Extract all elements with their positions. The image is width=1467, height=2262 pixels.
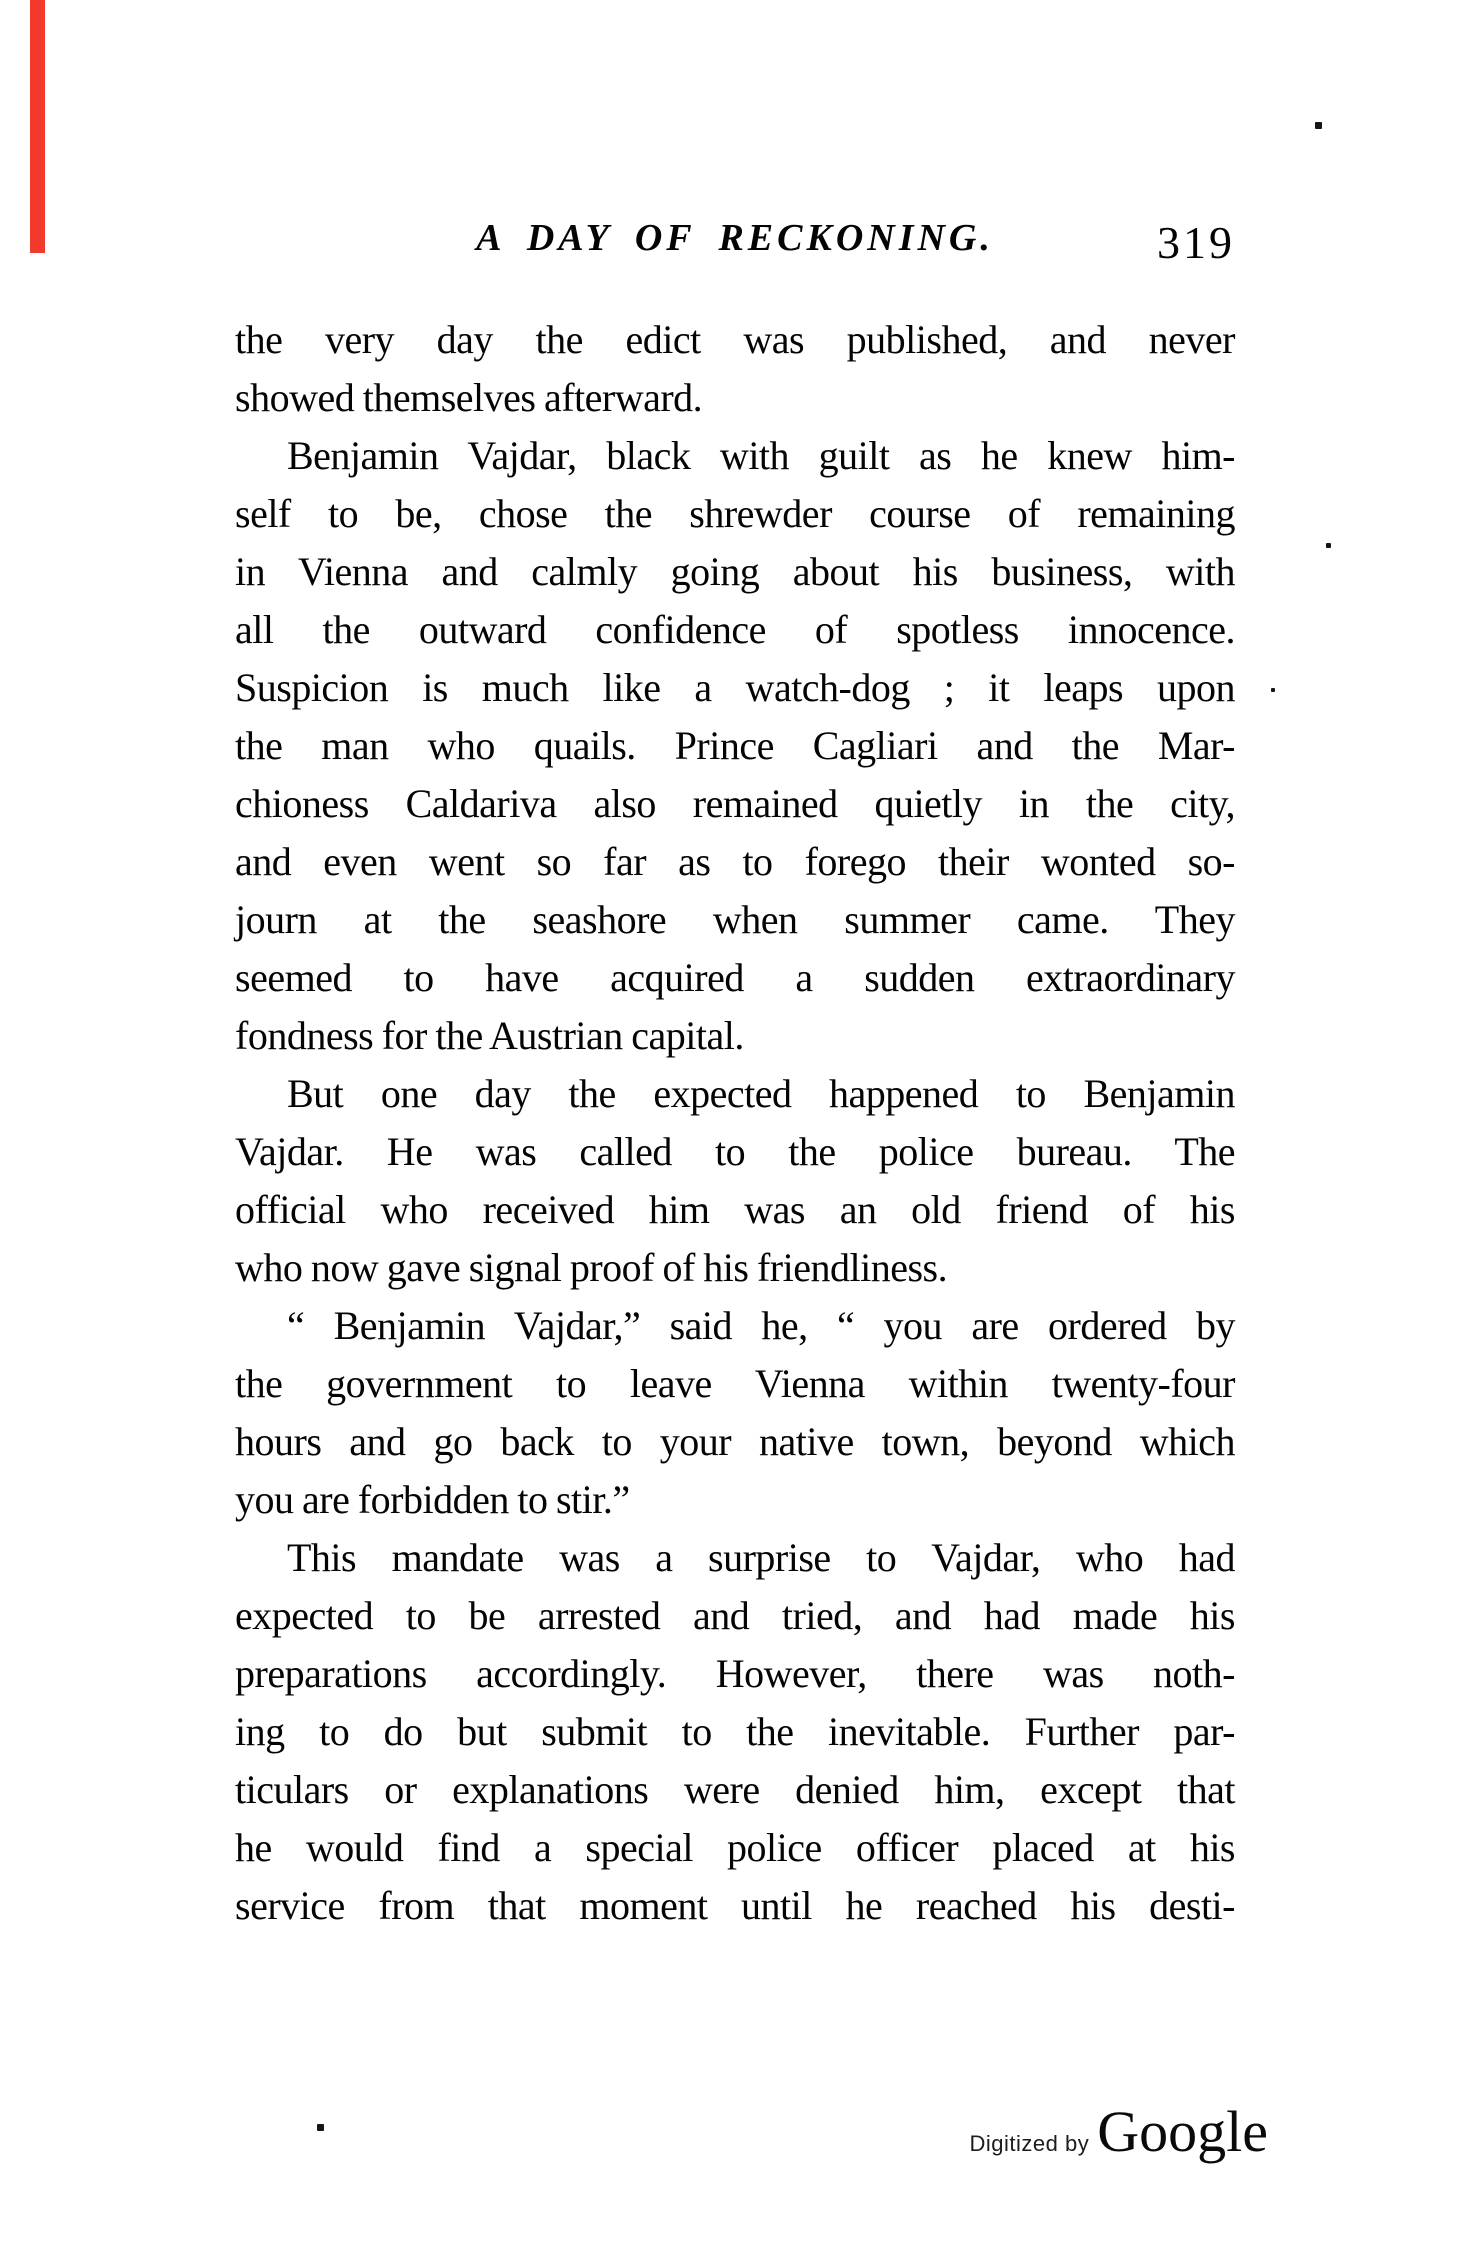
text-line: you are forbidden to stir.” xyxy=(235,1477,630,1522)
body-text-block xyxy=(235,311,1235,1935)
text-line: in Vienna and calmly going about his business, with xyxy=(235,549,1235,594)
text-line: ticulars or explanations were denied him, except that xyxy=(235,1767,1235,1812)
text-line: preparations accordingly. However, there was noth- xyxy=(235,1651,1235,1696)
scan-speck xyxy=(1315,122,1322,129)
text-line: service from that moment until he reached his desti- xyxy=(235,1883,1235,1928)
text-line: the government to leave Vienna within twenty-four xyxy=(235,1361,1235,1406)
text-line: But one day the expected happened to Benjamin xyxy=(287,1071,1235,1116)
digitized-by-footer xyxy=(970,2098,1268,2165)
text-line: all the outward confidence of spotless innocence. xyxy=(235,607,1235,652)
text-line: showed themselves afterward. xyxy=(235,375,703,420)
text-line: chioness Caldariva also remained quietly in the city, xyxy=(235,781,1235,826)
text-line: he would find a special police officer placed at his xyxy=(235,1825,1235,1870)
text-line: the very day the edict was published, and never xyxy=(235,317,1235,362)
text-line: seemed to have acquired a sudden extraordinary xyxy=(235,955,1235,1000)
digitized-by-label: Digitized by xyxy=(969,2131,1090,2156)
scan-edge-red-stripe xyxy=(30,0,45,253)
running-header-title: A DAY OF RECKONING. xyxy=(476,217,994,259)
text-line: Benjamin Vajdar, black with guilt as he knew him- xyxy=(287,433,1235,478)
text-line: and even went so far as to forego their wonted so- xyxy=(235,839,1235,884)
text-line: official who received him was an old friend of his xyxy=(235,1187,1235,1232)
text-line: the man who quails. Prince Cagliari and the Mar- xyxy=(235,723,1235,768)
text-line: fondness for the Austrian capital. xyxy=(235,1013,744,1058)
text-line: self to be, chose the shrewder course of remaining xyxy=(235,491,1235,536)
text-line: Vajdar. He was called to the police bureau. The xyxy=(235,1129,1235,1174)
text-line: journ at the seashore when summer came. They xyxy=(235,897,1235,942)
scan-speck xyxy=(1326,543,1331,548)
text-line: ing to do but submit to the inevitable. Further par- xyxy=(235,1709,1235,1754)
text-line: who now gave signal proof of his friendliness. xyxy=(235,1245,948,1290)
text-line: Suspicion is much like a watch-dog ; it leaps upon xyxy=(235,665,1235,710)
text-line: “ Benjamin Vajdar,” said he, “ you are ordered by xyxy=(287,1303,1235,1348)
text-line: expected to be arrested and tried, and had made his xyxy=(235,1593,1235,1638)
scan-speck xyxy=(317,2124,324,2131)
scan-speck xyxy=(1271,688,1275,692)
text-line: This mandate was a surprise to Vajdar, who had xyxy=(287,1535,1235,1580)
google-logo: Google xyxy=(1097,2099,1268,2164)
page-number: 319 xyxy=(1157,217,1235,268)
text-line: hours and go back to your native town, beyond which xyxy=(235,1419,1235,1464)
